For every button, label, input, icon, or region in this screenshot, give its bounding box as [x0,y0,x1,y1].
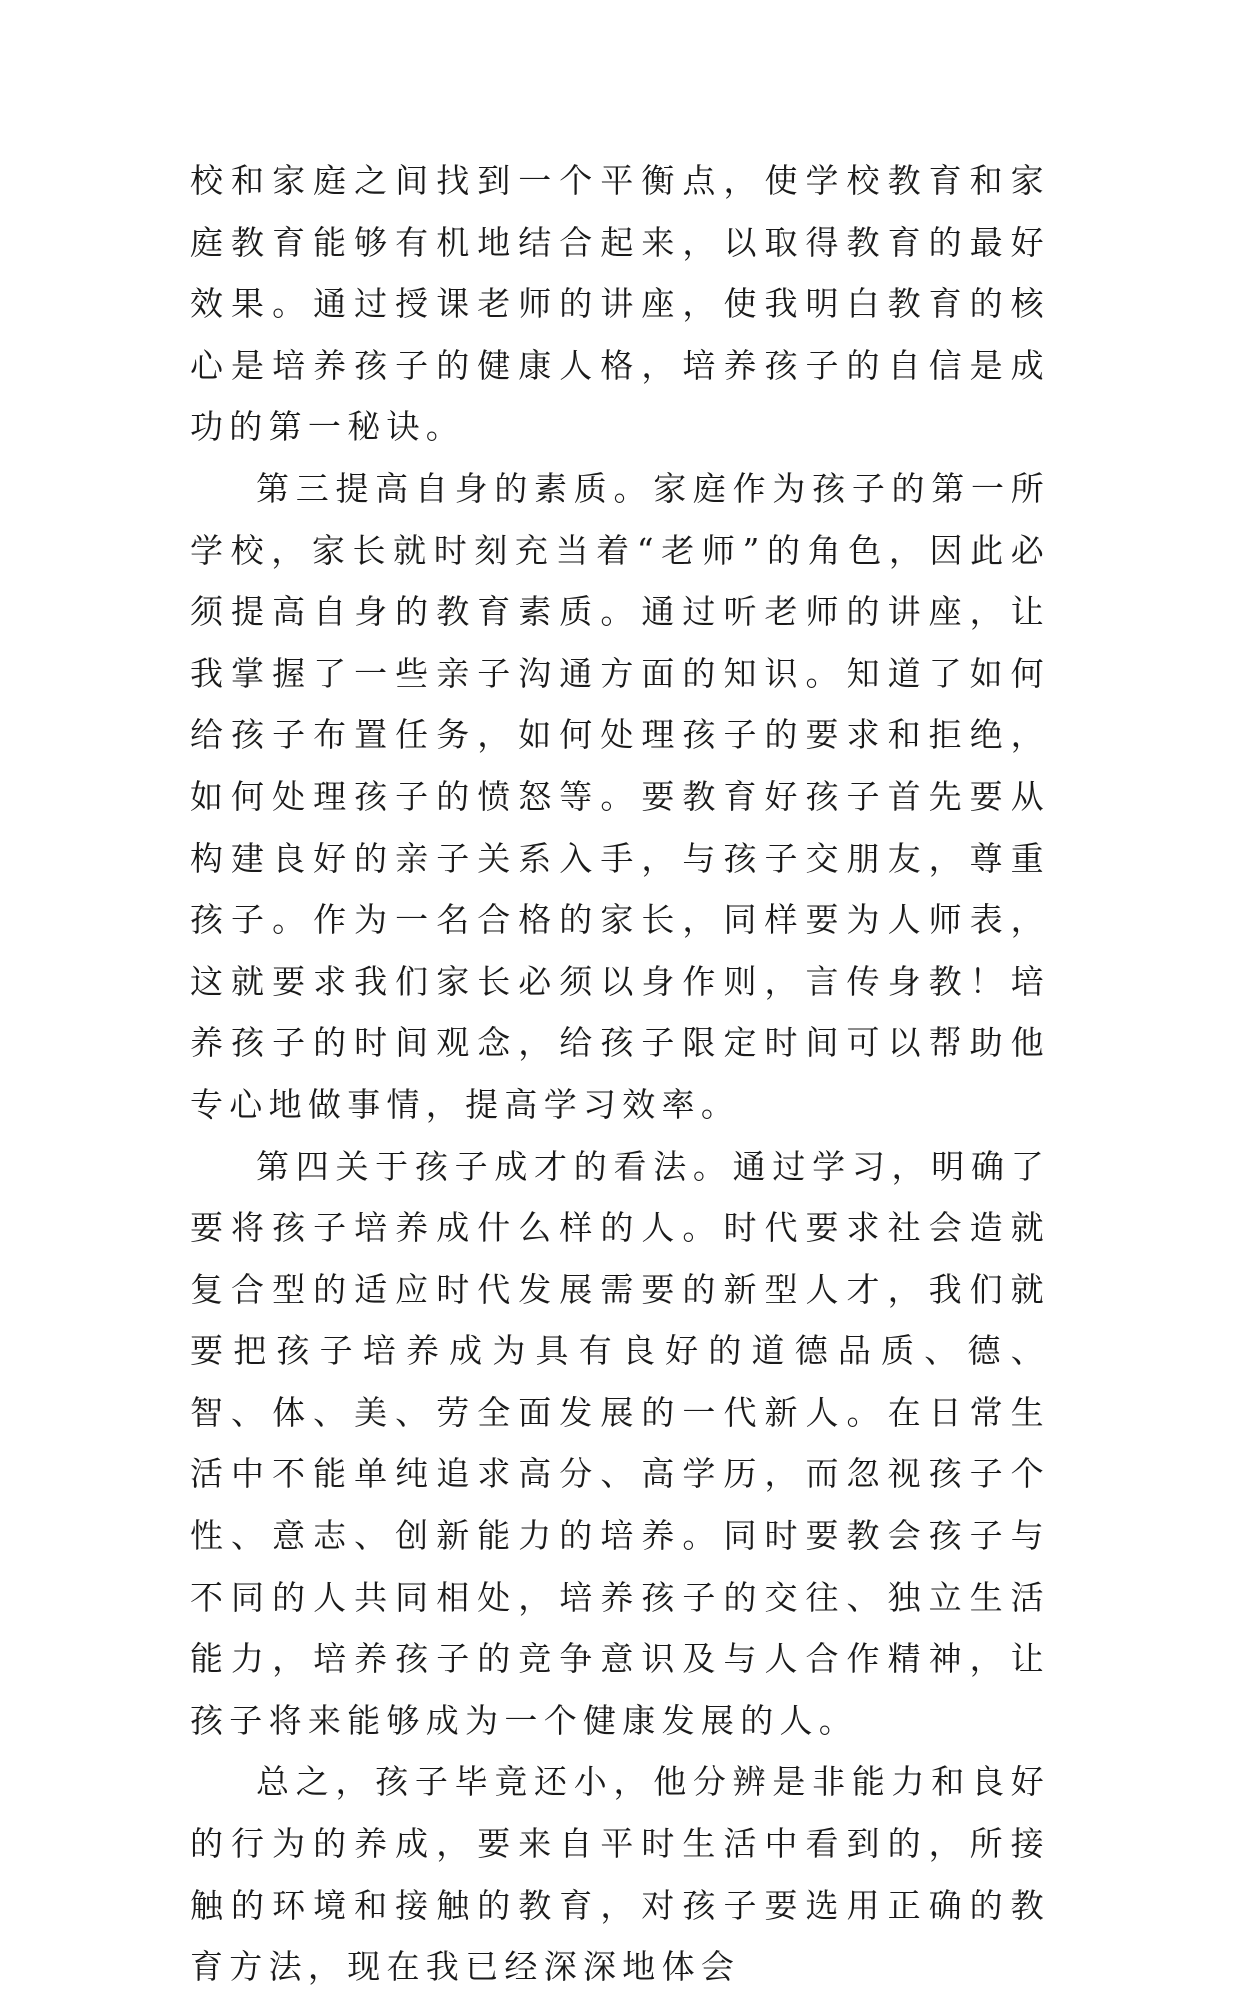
paragraph-4: 总之，孩子毕竟还小，他分辨是非能力和良好的行为的养成，要来自平时生活中看到的，所接触的环境和接触的教育，对孩子要选用正确的教育方法，现在我已经深深地体会 [190,1762,1050,1987]
body-text [190,150,1050,1998]
paragraph-2: 第三提高自身的素质。家庭作为孩子的第一所学校，家长就时刻充当着“老师”的角色，因此必须提高自身的教育素质。通过听老师的讲座，让我掌握了一些亲子沟通方面的知识。知道了如何给孩子布置任务，如何处理孩子的要求和拒绝，如何处理孩子的愤怒等。要教育好孩子首先要从构建良好的亲子关系入手，与孩子交朋友，尊重孩子。作为一名合格的家长，同样要为人师表，这就要求我们家长必须以身作则，言传身教！培养孩子的时间观念，给孩子限定时间可以帮助他专心地做事情，提高学习效率。 [190,468,1050,1124]
paragraph-1: 校和家庭之间找到一个平衡点，使学校教育和家庭教育能够有机地结合起来，以取得教育的最好效果。通过授课老师的讲座，使我明白教育的核心是培养孩子的健康人格，培养孩子的自信是成功的第一秘诀。 [190,161,1050,447]
paragraph-3: 第四关于孩子成才的看法。通过学习，明确了要将孩子培养成什么样的人。时代要求社会造就复合型的适应时代发展需要的新型人才，我们就要把孩子培养成为具有良好的道德品质、德、智、体、美、劳全面发展的一代新人。在日常生活中不能单纯追求高分、高学历，而忽视孩子个性、意志、创新能力的培养。同时要教会孩子与不同的人共同相处，培养孩子的交往、独立生活能力，培养孩子的竞争意识及与人合作精神，让孩子将来能够成为一个健康发展的人。 [190,1146,1050,1740]
